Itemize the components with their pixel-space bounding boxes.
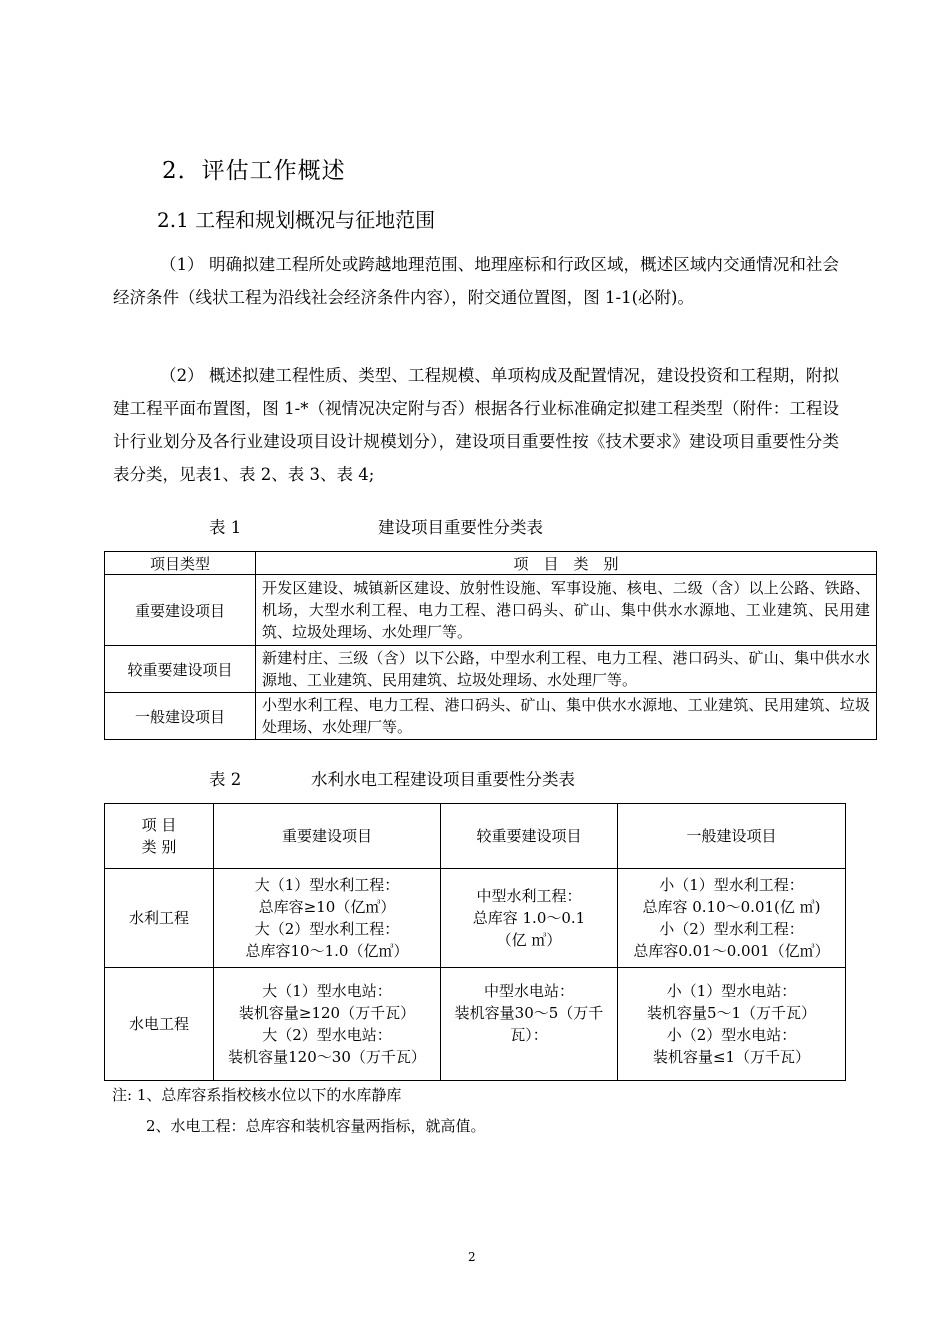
table2-cell-moderate <box>441 968 618 1081</box>
cell-line: 总库容≥10（亿㎥） <box>258 898 396 916</box>
cell-line: 中型水电站： <box>483 982 574 1000</box>
cell-line: 小（2）型水利工程： <box>659 920 804 938</box>
table2-header-category <box>105 804 214 869</box>
page-number: 2 <box>468 1250 476 1264</box>
table-note-2: 2、水电工程：总库容和装机容量两指标，就高值。 <box>146 1117 486 1135</box>
cell-line: 大（2）型水利工程： <box>254 920 400 938</box>
table2-header-category-line1: 项 目 <box>141 816 177 834</box>
table1-cell-desc: 新建村庄、三级（含）以下公路，中型水利工程、电力工程、港口码头、矿山、集中供水水源地、工业建筑、民用建筑、垃圾处理场、水处理厂等。 <box>256 646 877 693</box>
table2-cell-important <box>214 968 441 1081</box>
paragraph-1: （1） 明确拟建工程所处或跨越地理范围、地理座标和行政区域，概述区域内交通情况和社会经济条件（线状工程为沿线社会经济条件内容），附交通位置图，图 1-1(必附)。 <box>113 255 839 307</box>
cell-line: 中型水利工程： <box>476 887 582 905</box>
table2-cell-general <box>618 869 846 968</box>
table1-cell-desc: 开发区建设、城镇新区建设、放射性设施、军事设施、核电、二级（含）以上公路、铁路、机场，大型水利工程、电力工程、港口码头、矿山、集中供水水源地、工业建筑、民用建筑、垃圾处理场、水处理厂等。 <box>256 575 877 646</box>
table2-caption-number: 表 2 <box>209 770 242 789</box>
table2-header-category-line2: 类 别 <box>141 838 177 856</box>
cell-line: 大（1）型水利工程： <box>254 876 400 894</box>
table2-cell-category: 水电工程 <box>105 968 214 1081</box>
cell-line: 瓦）： <box>510 1026 548 1044</box>
cell-line: 装机容量120～30（万千瓦） <box>228 1048 426 1066</box>
subsection-title: 2.1 工程和规划概况与征地范围 <box>157 208 436 232</box>
cell-line: 装机容量≤1（万千瓦） <box>652 1048 811 1066</box>
table-row <box>105 646 877 693</box>
table1-cell-type: 重要建设项目 <box>105 575 256 646</box>
table1-header-type: 项目类型 <box>105 552 256 575</box>
table1-cell-type: 较重要建设项目 <box>105 646 256 693</box>
cell-line: 小（1）型水电站： <box>666 982 797 1000</box>
cell-line: 装机容量30～5（万千 <box>454 1004 604 1022</box>
cell-line: 大（2）型水电站： <box>262 1026 392 1044</box>
table2-cell-category: 水利工程 <box>105 869 214 968</box>
cell-line: 大（1）型水电站： <box>262 982 392 1000</box>
paragraph-2: （2） 概述拟建工程性质、类型、工程规模、单项构成及配置情况，建设投资和工程期，附拟建工程平面布置图，图 1-*（视情况决定附与否）根据各行业标准确定拟建工程类型（附件：工程设计行业划分及各行业建设项目设计规模划分），建设项目重要性按《技术要求》建设项目重要性分类表分类，见表1、表 2、表 3、表 4; <box>113 366 839 484</box>
table2-cell-important <box>214 869 441 968</box>
table1 <box>104 551 877 740</box>
table-row <box>105 869 846 968</box>
section-title: 2．评估工作概述 <box>162 158 346 184</box>
cell-line: 总库容0.01～0.001（亿㎥） <box>633 942 830 960</box>
table1-caption-title: 建设项目重要性分类表 <box>378 518 543 537</box>
cell-line: 小（2）型水电站： <box>666 1026 797 1044</box>
table2-header-moderate: 较重要建设项目 <box>441 804 618 869</box>
cell-line: 装机容量≥120（万千瓦） <box>238 1004 416 1022</box>
table2-header-important: 重要建设项目 <box>214 804 441 869</box>
table2-cell-moderate <box>441 869 618 968</box>
table1-header-category: 项 目 类 别 <box>256 552 877 575</box>
table-row <box>105 968 846 1081</box>
table-header-row <box>105 552 877 575</box>
table-row <box>105 575 877 646</box>
cell-line: （亿 ㎥） <box>496 931 562 949</box>
cell-line: 总库容10～1.0（亿㎥） <box>245 942 409 960</box>
cell-line: 小（1）型水利工程： <box>659 876 804 894</box>
table2-cell-general <box>618 968 846 1081</box>
table-row <box>105 693 877 740</box>
table2-header-general: 一般建设项目 <box>618 804 846 869</box>
table1-cell-desc: 小型水利工程、电力工程、港口码头、矿山、集中供水水源地、工业建筑、民用建筑、垃圾处理场、水处理厂等。 <box>256 693 877 740</box>
cell-line: 总库容 0.10～0.01(亿 ㎥) <box>642 898 821 916</box>
table-note-1: 注: 1、总库容系指校核水位以下的水库静库 <box>112 1086 402 1104</box>
table2-caption-title: 水利水电工程建设项目重要性分类表 <box>311 770 575 789</box>
cell-line: 总库容 1.0～0.1 <box>472 909 586 927</box>
table1-cell-type: 一般建设项目 <box>105 693 256 740</box>
cell-line: 装机容量5～1（万千瓦） <box>646 1004 817 1022</box>
table1-caption-number: 表 1 <box>209 518 242 537</box>
table2 <box>104 803 846 1081</box>
table-header-row <box>105 804 846 869</box>
